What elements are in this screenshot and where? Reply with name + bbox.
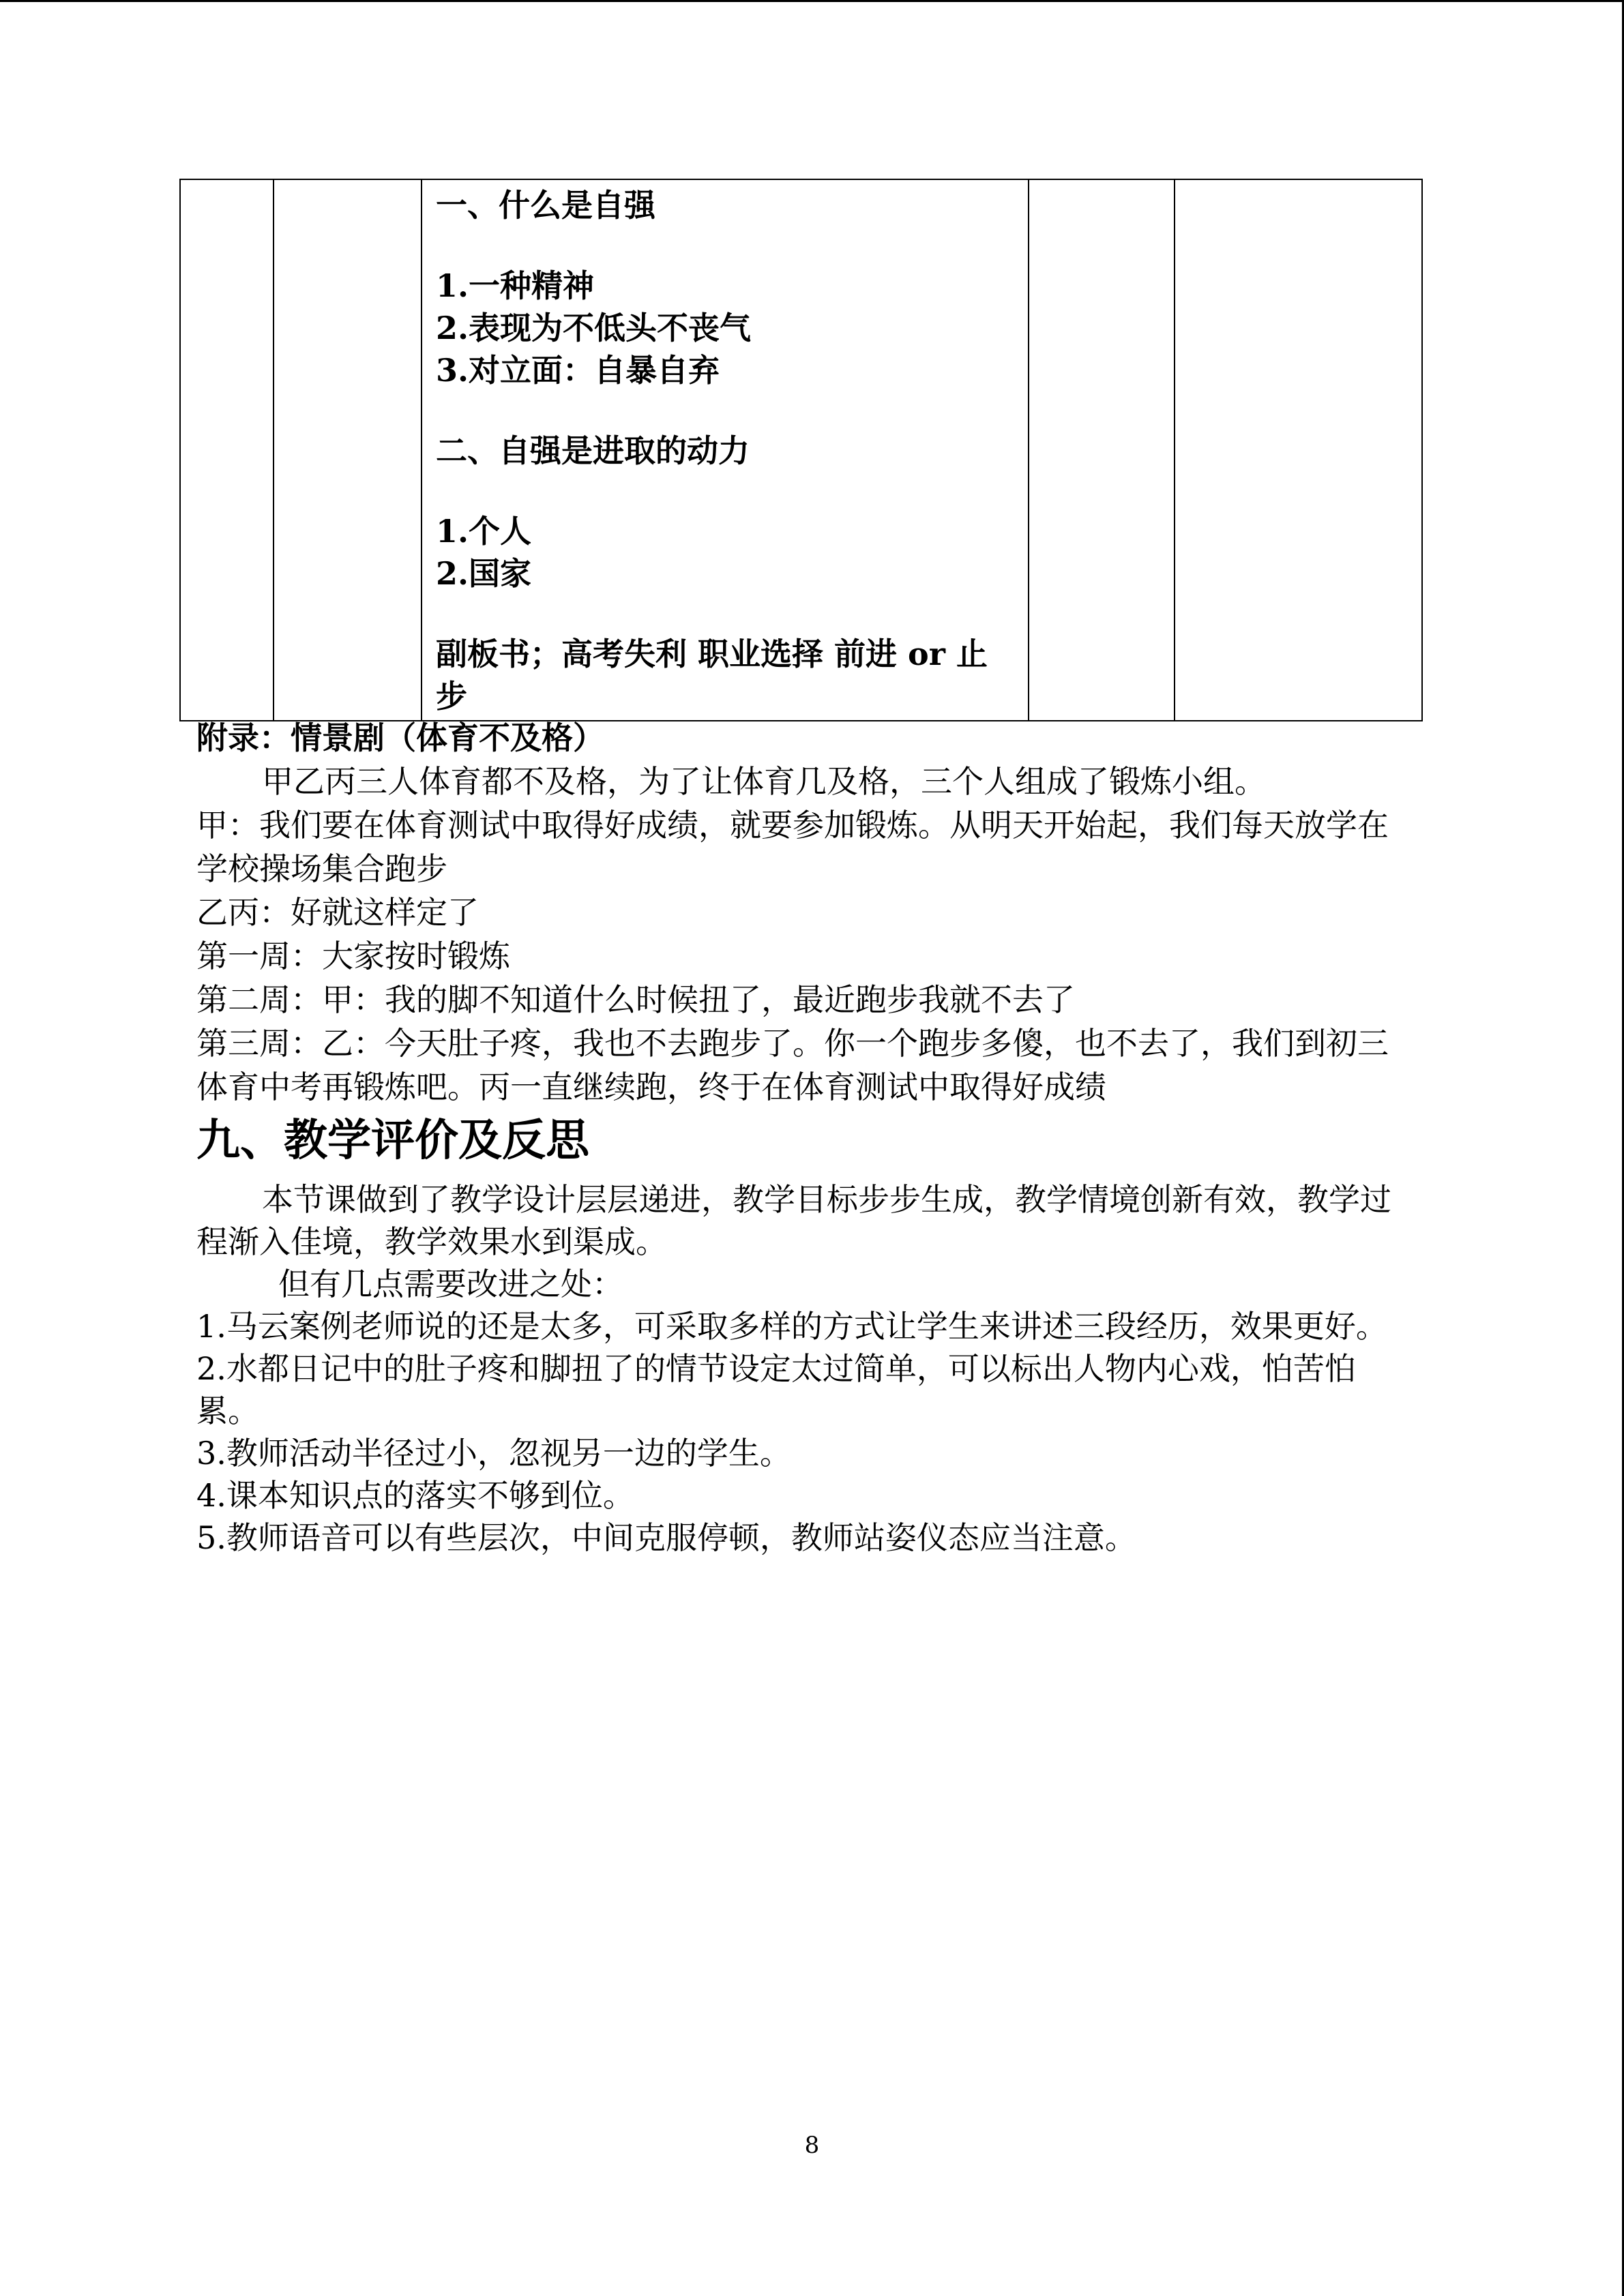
section-body <box>196 1178 1411 1559</box>
board-item: 1.个人 <box>436 513 532 550</box>
spacer <box>436 391 1017 430</box>
appendix-line: 甲乙丙三人体育都不及格，为了让体育几及格，三个人组成了锻炼小组。 <box>262 763 1266 800</box>
spacer <box>436 595 1017 633</box>
appendix-line: 第一周：大家按时锻炼 <box>196 938 510 974</box>
improvement-point: 1.马云案例老师说的还是太多，可采取多样的方式让学生来讲述三段经历，效果更好。 <box>196 1308 1387 1345</box>
improvement-point: 5.教师语音可以有些层次，中间克服停顿，教师站姿仪态应当注意。 <box>196 1519 1136 1556</box>
appendix <box>196 716 1411 1109</box>
board-content <box>422 180 1028 720</box>
section-paragraph: 本节课做到了教学设计层层递进，教学目标步步生成，教学情境创新有效，教学过程渐入佳境，教学效果水到渠成。 <box>196 1181 1391 1260</box>
board-content-cell <box>422 179 1029 721</box>
board-item: 2.国家 <box>436 555 532 592</box>
board-item: 1.一种精神 <box>436 267 595 304</box>
table-cell-empty-3 <box>1029 179 1175 721</box>
section-evaluation <box>196 1110 1411 1559</box>
appendix-line: 甲：我们要在体育测试中取得好成绩，就要参加锻炼。从明天开始起，我们每天放学在学校操场集合跑步 <box>196 807 1389 887</box>
table-cell-empty-2 <box>274 179 422 721</box>
board-title-2: 二、自强是进取的动力 <box>436 432 750 469</box>
table-row <box>180 179 1422 721</box>
spacer <box>436 226 1017 265</box>
improvement-point: 4.课本知识点的落实不够到位。 <box>196 1477 634 1514</box>
spacer <box>436 472 1017 510</box>
appendix-line: 第三周：乙：今天肚子疼，我也不去跑步了。你一个跑步多傻，也不去了，我们到初三体育中考再锻炼吧。丙一直继续跑，终于在体育测试中取得好成绩 <box>196 1025 1389 1105</box>
board-item: 3.对立面：自暴自弃 <box>436 352 720 389</box>
page-number: 8 <box>804 2132 820 2159</box>
appendix-line: 第二周：甲：我的脚不知道什么时候扭了，最近跑步我就不去了 <box>196 981 1075 1018</box>
page-border-top <box>0 0 1624 2</box>
table-cell-empty-1 <box>180 179 274 721</box>
appendix-line: 乙丙：好就这样定了 <box>196 894 479 931</box>
table-cell-empty-4 <box>1175 179 1422 721</box>
board-item: 2.表现为不低头不丧气 <box>436 310 752 346</box>
blackboard-table <box>179 179 1423 721</box>
improvement-point: 2.水都日记中的肚子疼和脚扭了的情节设定太过简单，可以标出人物内心戏，怕苦怕累。 <box>196 1350 1356 1429</box>
board-title-1: 一、什么是自强 <box>436 187 655 224</box>
section-heading: 九、教学评价及反思 <box>196 1116 589 1166</box>
improvement-point: 3.教师活动半径过小，忽视另一边的学生。 <box>196 1435 791 1472</box>
board-sub-note: 副板书；高考失利 职业选择 前进 or 止步 <box>436 636 988 715</box>
appendix-heading: 附录：情景剧（体育不及格） <box>196 719 604 756</box>
section-paragraph: 但有几点需要改进之处： <box>278 1266 623 1302</box>
